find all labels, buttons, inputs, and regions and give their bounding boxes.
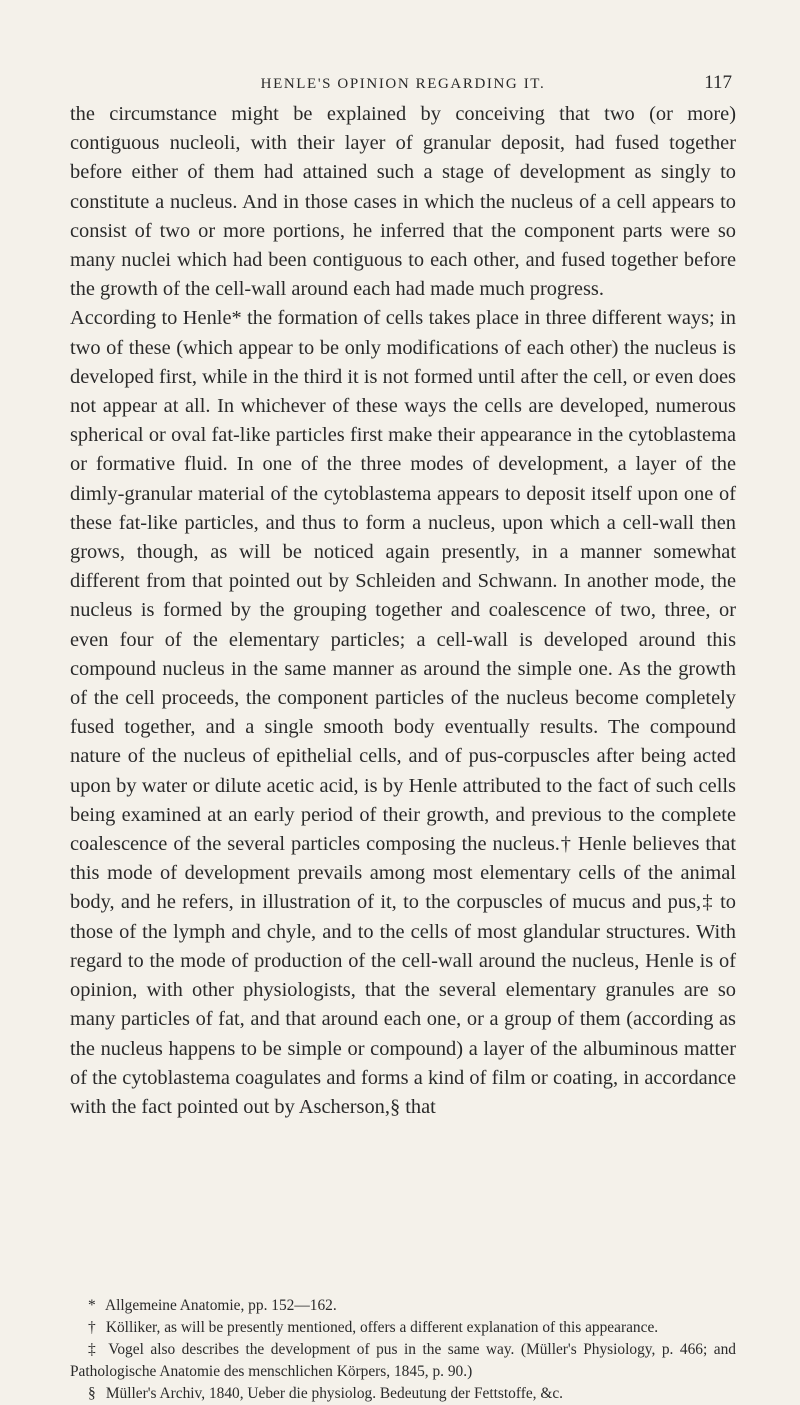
footnotes	[70, 1295, 736, 1405]
footnote-1	[70, 1295, 736, 1317]
footnote-mark: *	[88, 1297, 96, 1314]
footnote-text: Vogel also describes the development of pus in the same way. (Müller's Physiology, p. 466; and Pathologische Anatomie des menschlichen Körpers, 1845, p. 90.)	[70, 1341, 736, 1380]
footnote-text: Allgemeine Anatomie, pp. 152—162.	[105, 1297, 337, 1314]
footnote-2	[70, 1317, 736, 1339]
paragraph-1: the circumstance might be explained by conceiving that two (or more) contiguous nucleoli, with their layer of granular deposit, had fused together before either of them had attained such a stage of development as singly to constitute a nucleus. And in those cases in which the nucleus of a cell appears to consist of two or more portions, he inferred that the component parts were so many nuclei which had been contiguous to each other, and fused together before the growth of the cell-wall around each had made much progress.	[70, 103, 736, 301]
footnote-3	[70, 1339, 736, 1383]
footnote-4	[70, 1383, 736, 1405]
page-number: 117	[704, 72, 732, 93]
footnote-text: Müller's Archiv, 1840, Ueber die physiolog. Bedeutung der Fettstoffe, &c.	[105, 1385, 564, 1402]
main-text	[70, 100, 736, 1122]
paragraph-2: According to Henle* the formation of cells takes place in three different ways; in two of these (which appear to be only modifications of each other) the nucleus is developed first, while in the third it is not formed until after the cell, or even does not appear at all. In whichever of these ways the cells are developed, numerous spherical or oval fat-like particles first make their appearance in the cytoblastema or formative fluid. In one of the three modes of development, a layer of the dimly-granular material of the cytoblastema appears to deposit itself upon one of these fat-like particles, and thus to form a nucleus, upon which a cell-wall then grows, though, as will be noticed again presently, in a manner somewhat different from that pointed out by Schleiden and Schwann. In another mode, the nucleus is formed by the grouping together and coalescence of two, three, or even four of the elementary particles; a cell-wall is developed around this compound nucleus in the same manner as around the simple one. As the growth of the cell proceeds, the component particles of the nucleus become completely fused together, and a single smooth body eventually results. The compound nature of the nucleus of epithelial cells, and of pus-corpuscles after being acted upon by water or dilute acetic acid, is by Henle attributed to the fact of such cells being examined at an early period of their growth, and previous to the complete coalescence of the several particles composing the nucleus.† Henle believes that this mode of development prevails among most elementary cells of the animal body, and he refers, in illustration of it, to the corpuscles of mucus and pus,‡ to those of the lymph and chyle, and to the cells of most glandular structures. With regard to the mode of production of the cell-wall around the nucleus, Henle is of opinion, with other physiologists, that the several elementary granules are so many particles of fat, and that around each one, or a group of them (according as the nucleus happens to be simple or compound) a layer of the albuminous matter of the cytoblastema coagulates and forms a kind of film or coating, in accordance with the fact pointed out by Ascherson,§ that	[70, 307, 736, 1118]
footnote-mark: ‡	[88, 1341, 96, 1358]
footnote-text: Kölliker, as will be presently mentioned, offers a different explanation of this appearance.	[105, 1319, 659, 1336]
page-header	[70, 70, 736, 100]
footnote-mark: †	[88, 1319, 96, 1336]
running-head: HENLE'S OPINION REGARDING IT.	[260, 76, 546, 92]
footnote-mark: §	[88, 1385, 96, 1402]
